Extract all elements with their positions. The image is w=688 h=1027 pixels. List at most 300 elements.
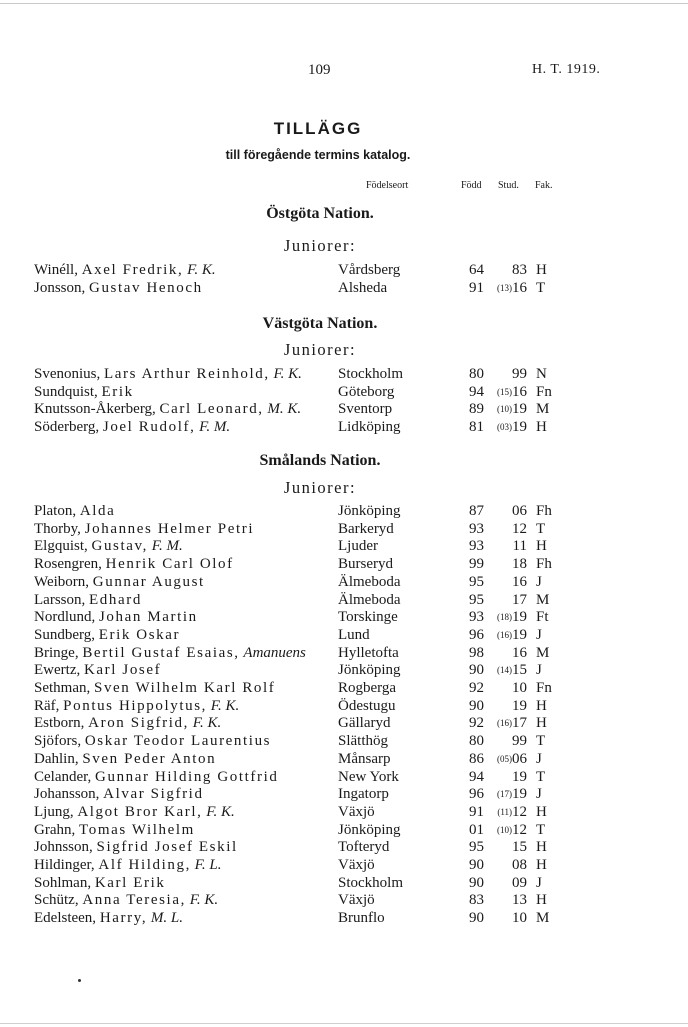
student-year bbox=[493, 537, 527, 555]
given-names: Aron Sigfrid, bbox=[88, 715, 189, 732]
surname: Sjöfors, bbox=[34, 733, 82, 750]
birthplace: Vårdsberg bbox=[338, 262, 401, 278]
birth-year: 90 bbox=[469, 697, 484, 714]
birthplace: Stockholm bbox=[338, 874, 404, 891]
given-names: Sigfrid Josef Eskil bbox=[96, 839, 238, 856]
stud-value: 11 bbox=[512, 538, 527, 555]
surname: Ewertz, bbox=[34, 662, 81, 679]
birthplace: Månsarp bbox=[338, 750, 391, 767]
student-name bbox=[34, 661, 161, 679]
table-row bbox=[0, 591, 688, 609]
student-name bbox=[34, 714, 221, 732]
surname: Hildinger, bbox=[34, 857, 95, 873]
surname: Rosengren, bbox=[34, 556, 102, 573]
academic-title: M. L. bbox=[150, 910, 184, 927]
given-names: Alvar Sigfrid bbox=[103, 786, 204, 803]
surname: Weiborn, bbox=[34, 573, 90, 590]
prior-year: (18) bbox=[497, 612, 512, 623]
prior-year: (15) bbox=[497, 386, 512, 397]
student-year bbox=[493, 821, 527, 839]
faculty: H bbox=[536, 262, 547, 278]
birth-year: 91 bbox=[469, 803, 484, 820]
student-year bbox=[493, 661, 527, 679]
surname: Elgquist, bbox=[34, 538, 88, 555]
running-head: H. T. 1919. bbox=[532, 62, 601, 77]
birthplace: Jönköping bbox=[338, 821, 401, 838]
student-name bbox=[34, 555, 234, 573]
prior-year: (10) bbox=[497, 404, 512, 415]
birthplace: Lund bbox=[338, 626, 370, 643]
student-name bbox=[34, 768, 279, 786]
given-names: Karl Josef bbox=[83, 662, 162, 679]
birth-year: 93 bbox=[469, 520, 484, 537]
student-name bbox=[34, 418, 230, 436]
birth-year: 89 bbox=[469, 401, 484, 418]
birth-year: 87 bbox=[469, 503, 484, 519]
birthplace: New York bbox=[338, 768, 399, 785]
stud-value: 12 bbox=[512, 803, 527, 820]
stud-value: 18 bbox=[512, 556, 527, 573]
surname: Winéll, bbox=[34, 262, 78, 278]
student-year bbox=[493, 626, 527, 644]
surname: Sundberg, bbox=[34, 626, 95, 643]
academic-title: F. K. bbox=[210, 697, 240, 714]
birthplace: Barkeryd bbox=[338, 520, 394, 537]
table-row bbox=[0, 768, 688, 786]
student-year bbox=[493, 750, 527, 768]
stud-value: 19 bbox=[512, 697, 527, 714]
birth-year: 96 bbox=[469, 626, 484, 643]
column-header-born: Född bbox=[461, 180, 482, 191]
table-row bbox=[0, 365, 688, 383]
table-row bbox=[0, 838, 688, 856]
faculty: H bbox=[536, 892, 547, 909]
stud-value: 17 bbox=[512, 591, 527, 608]
stud-value: 12 bbox=[512, 520, 527, 537]
student-name bbox=[34, 279, 203, 297]
student-year bbox=[493, 400, 527, 418]
given-names: Oskar Teodor Laurentius bbox=[84, 733, 272, 750]
stud-value: 16 bbox=[512, 573, 527, 590]
student-year bbox=[493, 856, 527, 874]
table-row bbox=[0, 537, 688, 555]
given-names: Henrik Carl Olof bbox=[105, 556, 234, 573]
given-names: Alf Hilding, bbox=[98, 857, 191, 873]
prior-year: (11) bbox=[497, 806, 512, 817]
birth-year: 86 bbox=[469, 750, 484, 767]
surname: Ljung, bbox=[34, 803, 74, 820]
faculty: J bbox=[536, 573, 542, 590]
table-row bbox=[0, 626, 688, 644]
faculty: Fh bbox=[536, 556, 552, 573]
faculty: T bbox=[536, 821, 546, 838]
student-name bbox=[34, 383, 134, 401]
student-year bbox=[493, 785, 527, 803]
birth-year: 95 bbox=[469, 839, 484, 856]
given-names: Tomas Wilhelm bbox=[79, 821, 195, 838]
given-names: Lars Arthur Reinhold, bbox=[104, 366, 270, 382]
given-names: Anna Teresia, bbox=[82, 892, 186, 909]
table-row bbox=[0, 750, 688, 768]
stud-value: 16 bbox=[512, 279, 527, 296]
faculty: M bbox=[536, 910, 550, 927]
given-names: Erik Oskar bbox=[98, 626, 181, 643]
given-names: Gustav Henoch bbox=[89, 279, 203, 296]
given-names: Karl Erik bbox=[94, 874, 166, 891]
stud-value: 12 bbox=[512, 821, 527, 838]
birthplace: Göteborg bbox=[338, 383, 395, 400]
faculty: Fh bbox=[536, 503, 552, 519]
stud-value: 09 bbox=[512, 874, 527, 891]
birthplace: Ljuder bbox=[338, 538, 378, 555]
birthplace: Torskinge bbox=[338, 609, 398, 626]
birthplace: Lidköping bbox=[338, 419, 401, 436]
birth-year: 92 bbox=[469, 715, 484, 732]
surname: Johnsson, bbox=[34, 839, 93, 856]
table-row bbox=[0, 520, 688, 538]
birth-year: 90 bbox=[469, 662, 484, 679]
faculty: Fn bbox=[536, 383, 552, 400]
academic-title: F. K. bbox=[192, 715, 222, 732]
student-name bbox=[34, 502, 115, 520]
birth-year: 99 bbox=[469, 556, 484, 573]
academic-title: F. L. bbox=[194, 857, 222, 873]
birth-year: 80 bbox=[469, 366, 484, 382]
table-row bbox=[0, 874, 688, 892]
surname: Sundquist, bbox=[34, 383, 98, 400]
prior-year: (13) bbox=[497, 282, 512, 293]
faculty: M bbox=[536, 591, 550, 608]
birthplace: Växjö bbox=[338, 892, 375, 909]
faculty: H bbox=[536, 803, 547, 820]
faculty: J bbox=[536, 786, 542, 803]
surname: Platon, bbox=[34, 503, 77, 519]
faculty: J bbox=[536, 874, 542, 891]
birth-year: 01 bbox=[469, 821, 484, 838]
birth-year: 64 bbox=[469, 262, 484, 278]
table-row bbox=[0, 418, 688, 436]
nation-heading-smalands: Smålands Nation. bbox=[259, 452, 381, 469]
table-row bbox=[0, 383, 688, 401]
subheading-juniorer: Juniorer: bbox=[283, 478, 357, 497]
table-row bbox=[0, 573, 688, 591]
surname: Söderberg, bbox=[34, 419, 100, 436]
stud-value: 99 bbox=[512, 366, 527, 382]
surname: Estborn, bbox=[34, 715, 85, 732]
surname: Jonsson, bbox=[34, 279, 86, 296]
student-year bbox=[493, 573, 527, 591]
student-year bbox=[493, 909, 527, 927]
student-name bbox=[34, 732, 271, 750]
surname: Sohlman, bbox=[34, 874, 92, 891]
table-row bbox=[0, 555, 688, 573]
given-names: Harry, bbox=[99, 910, 148, 927]
birth-year: 91 bbox=[469, 279, 484, 296]
student-year bbox=[493, 591, 527, 609]
faculty: M bbox=[536, 644, 550, 661]
academic-title: F. K. bbox=[187, 262, 216, 278]
faculty: H bbox=[536, 419, 547, 436]
page-title: TILLÄGG bbox=[273, 119, 363, 138]
student-year bbox=[493, 261, 527, 279]
page-bottom-edge bbox=[0, 1023, 688, 1024]
student-name bbox=[34, 891, 218, 909]
stud-value: 13 bbox=[512, 892, 527, 909]
birthplace: Burseryd bbox=[338, 556, 393, 573]
column-header-fak: Fak. bbox=[535, 180, 553, 191]
faculty: T bbox=[536, 733, 546, 750]
student-year bbox=[493, 644, 527, 662]
given-names: Edhard bbox=[89, 591, 142, 608]
student-name bbox=[34, 400, 301, 418]
given-names: Sven Peder Anton bbox=[82, 750, 217, 767]
given-names: Erik bbox=[101, 383, 134, 400]
stud-value: 19 bbox=[512, 419, 527, 436]
stud-value: 08 bbox=[512, 857, 527, 873]
student-year bbox=[493, 679, 527, 697]
birthplace: Sventorp bbox=[338, 401, 393, 418]
stud-value: 10 bbox=[512, 680, 527, 696]
birthplace: Ödestugu bbox=[338, 697, 396, 714]
birth-year: 92 bbox=[469, 680, 484, 696]
given-names: Johan Martin bbox=[99, 609, 198, 626]
academic-title: M. K. bbox=[267, 401, 302, 418]
prior-year: (16) bbox=[497, 629, 512, 640]
column-header-birthplace: Födelseort bbox=[366, 180, 409, 191]
birthplace: Jönköping bbox=[338, 662, 401, 679]
surname: Thorby, bbox=[34, 520, 81, 537]
table-row bbox=[0, 644, 688, 662]
student-year bbox=[493, 697, 527, 715]
faculty: H bbox=[536, 538, 547, 555]
faculty: M bbox=[536, 401, 550, 418]
table-row bbox=[0, 697, 688, 715]
student-name bbox=[34, 591, 142, 609]
table-row bbox=[0, 732, 688, 750]
given-names: Gunnar August bbox=[92, 573, 205, 590]
prior-year: (16) bbox=[497, 718, 512, 729]
faculty: T bbox=[536, 520, 546, 537]
student-year bbox=[493, 803, 527, 821]
given-names: Joel Rudolf, bbox=[102, 419, 196, 436]
table-row bbox=[0, 608, 688, 626]
table-row bbox=[0, 821, 688, 839]
academic-title: F. K. bbox=[206, 803, 235, 820]
prior-year: (03) bbox=[497, 422, 512, 433]
stud-value: 83 bbox=[512, 262, 527, 278]
page-subtitle: till föregående termins katalog. bbox=[225, 148, 411, 162]
given-names: Gunnar Hilding Gottfrid bbox=[95, 768, 279, 785]
birthplace: Älmeboda bbox=[338, 573, 401, 590]
birthplace: Alsheda bbox=[338, 279, 388, 296]
faculty: T bbox=[536, 279, 546, 296]
student-year bbox=[493, 418, 527, 436]
student-year bbox=[493, 874, 527, 892]
faculty: T bbox=[536, 768, 546, 785]
faculty: H bbox=[536, 715, 547, 732]
given-names: Algot Bror Karl, bbox=[77, 803, 203, 820]
prior-year: (14) bbox=[497, 665, 512, 676]
academic-title: Amanuens bbox=[243, 644, 306, 661]
academic-title: F. K. bbox=[189, 892, 219, 909]
table-row bbox=[0, 856, 688, 874]
student-year bbox=[493, 732, 527, 750]
student-name bbox=[34, 750, 216, 768]
surname: Sethman, bbox=[34, 680, 91, 696]
student-year bbox=[493, 608, 527, 626]
given-names: Pontus Hippolytus, bbox=[63, 697, 207, 714]
page-speck bbox=[78, 979, 81, 982]
student-name bbox=[34, 697, 239, 715]
surname: Johansson, bbox=[34, 786, 100, 803]
column-header-stud: Stud. bbox=[498, 180, 519, 191]
student-year bbox=[493, 502, 527, 520]
academic-title: F. M. bbox=[199, 419, 231, 436]
stud-value: 19 bbox=[512, 626, 527, 643]
stud-value: 06 bbox=[512, 503, 527, 519]
nation-heading-vastgota: Västgöta Nation. bbox=[262, 315, 378, 332]
given-names: Carl Leonard, bbox=[159, 401, 264, 418]
student-year bbox=[493, 768, 527, 786]
table-row bbox=[0, 679, 688, 697]
birth-year: 94 bbox=[469, 768, 484, 785]
surname: Knutsson-Åkerberg, bbox=[34, 401, 156, 418]
student-name bbox=[34, 537, 183, 555]
student-year bbox=[493, 365, 527, 383]
faculty: J bbox=[536, 662, 542, 679]
table-row bbox=[0, 891, 688, 909]
stud-value: 15 bbox=[512, 839, 527, 856]
birthplace: Stockholm bbox=[338, 366, 404, 382]
birthplace: Växjö bbox=[338, 857, 375, 873]
surname: Bringe, bbox=[34, 644, 79, 661]
faculty: Fn bbox=[536, 680, 552, 696]
birthplace: Gällaryd bbox=[338, 715, 391, 732]
table-row bbox=[0, 785, 688, 803]
table-row bbox=[0, 661, 688, 679]
student-year bbox=[493, 555, 527, 573]
student-name bbox=[34, 365, 302, 383]
stud-value: 10 bbox=[512, 910, 527, 927]
given-names: Gustav, bbox=[91, 538, 148, 555]
student-name bbox=[34, 626, 180, 644]
faculty: H bbox=[536, 857, 547, 873]
stud-value: 15 bbox=[512, 662, 527, 679]
faculty: J bbox=[536, 750, 542, 767]
faculty: J bbox=[536, 626, 542, 643]
surname: Celander, bbox=[34, 768, 92, 785]
stud-value: 99 bbox=[512, 733, 527, 750]
page-number: 109 bbox=[308, 62, 331, 78]
student-name bbox=[34, 520, 254, 538]
given-names: Axel Fredrik, bbox=[81, 262, 184, 278]
birth-year: 90 bbox=[469, 910, 484, 927]
student-name bbox=[34, 573, 205, 591]
stud-value: 17 bbox=[512, 715, 527, 732]
birthplace: Jönköping bbox=[338, 503, 401, 519]
surname: Räf, bbox=[34, 697, 60, 714]
student-year bbox=[493, 520, 527, 538]
birthplace: Hylletofta bbox=[338, 644, 399, 661]
student-year bbox=[493, 714, 527, 732]
birthplace: Älmeboda bbox=[338, 591, 401, 608]
birthplace: Rogberga bbox=[338, 680, 397, 696]
birth-year: 93 bbox=[469, 609, 484, 626]
student-year bbox=[493, 891, 527, 909]
table-row bbox=[0, 909, 688, 927]
subheading-juniorer: Juniorer: bbox=[283, 236, 357, 255]
stud-value: 19 bbox=[512, 609, 527, 626]
birth-year: 93 bbox=[469, 538, 484, 555]
stud-value: 16 bbox=[512, 644, 527, 661]
table-row bbox=[0, 502, 688, 520]
surname: Dahlin, bbox=[34, 750, 79, 767]
birth-year: 98 bbox=[469, 644, 484, 661]
stud-value: 19 bbox=[512, 401, 527, 418]
surname: Larsson, bbox=[34, 591, 86, 608]
student-year bbox=[493, 838, 527, 856]
birthplace: Slätthög bbox=[338, 733, 389, 750]
table-row bbox=[0, 803, 688, 821]
surname: Schütz, bbox=[34, 892, 79, 909]
stud-value: 06 bbox=[512, 750, 527, 767]
page-top-edge bbox=[0, 3, 688, 4]
birthplace: Brunflo bbox=[338, 910, 385, 927]
faculty: H bbox=[536, 697, 547, 714]
student-name bbox=[34, 909, 183, 927]
faculty: Ft bbox=[536, 609, 549, 626]
birth-year: 80 bbox=[469, 733, 484, 750]
prior-year: (17) bbox=[497, 789, 512, 800]
student-name bbox=[34, 821, 195, 839]
surname: Nordlund, bbox=[34, 609, 96, 626]
academic-title: F. M. bbox=[151, 538, 183, 555]
given-names: Alda bbox=[79, 503, 116, 519]
student-name bbox=[34, 785, 204, 803]
prior-year: (05) bbox=[497, 753, 512, 764]
table-row bbox=[0, 400, 688, 418]
student-year bbox=[493, 383, 527, 401]
student-name bbox=[34, 838, 238, 856]
birth-year: 95 bbox=[469, 591, 484, 608]
birthplace: Växjö bbox=[338, 803, 375, 820]
student-name bbox=[34, 608, 198, 626]
table-row bbox=[0, 261, 688, 279]
birthplace: Tofteryd bbox=[338, 839, 390, 856]
given-names: Sven Wilhelm Karl Rolf bbox=[94, 680, 276, 696]
table-row bbox=[0, 279, 688, 297]
stud-value: 16 bbox=[512, 383, 527, 400]
faculty: H bbox=[536, 839, 547, 856]
student-name bbox=[34, 644, 306, 662]
academic-title: F. K. bbox=[273, 366, 302, 382]
given-names: Bertil Gustaf Esaias, bbox=[82, 644, 240, 661]
nation-heading-ostgota: Östgöta Nation. bbox=[266, 205, 374, 222]
birth-year: 81 bbox=[469, 419, 484, 436]
birth-year: 90 bbox=[469, 874, 484, 891]
birth-year: 83 bbox=[469, 892, 484, 909]
stud-value: 19 bbox=[512, 768, 527, 785]
surname: Edelsteen, bbox=[34, 910, 97, 927]
stud-value: 19 bbox=[512, 786, 527, 803]
student-name bbox=[34, 679, 275, 697]
given-names: Johannes Helmer Petri bbox=[84, 520, 255, 537]
birth-year: 96 bbox=[469, 786, 484, 803]
birthplace: Ingatorp bbox=[338, 786, 389, 803]
birth-year: 94 bbox=[469, 383, 484, 400]
student-name bbox=[34, 874, 165, 892]
subheading-juniorer: Juniorer: bbox=[283, 340, 357, 359]
